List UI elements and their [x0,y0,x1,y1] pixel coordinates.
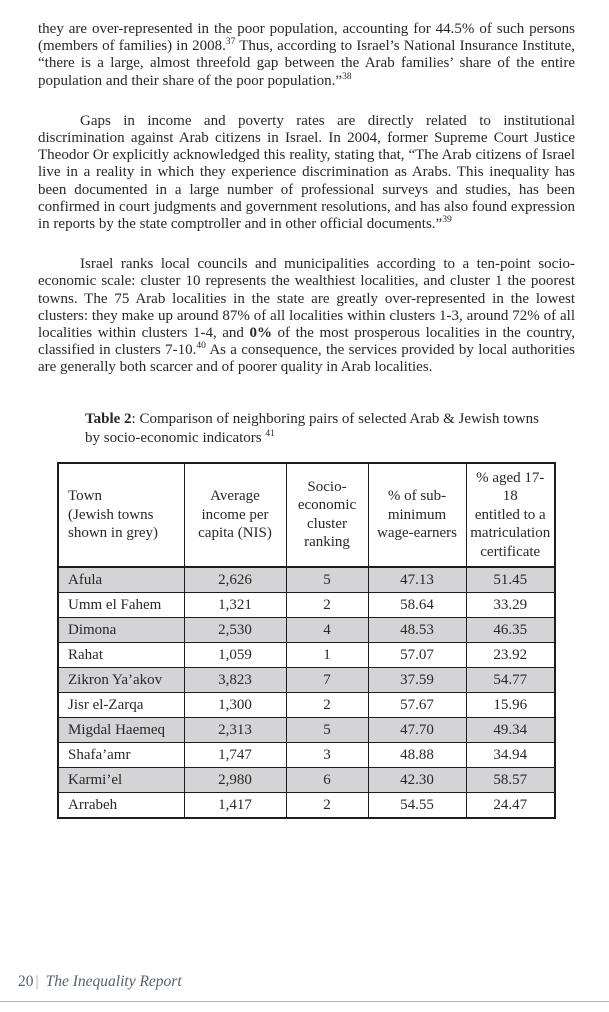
cell-town: Karmi’el [58,768,184,793]
header-average-income: Average income per capita (NIS) [184,463,286,568]
cell-matric: 51.45 [466,567,555,593]
cell-cluster: 3 [286,743,368,768]
cell-town: Jisr el-Zarqa [58,693,184,718]
text-run: Gaps in income and poverty rates are directly related to institutional discrimination against Arab citizens in Israel. In 2004, former Supreme Court Justice Theodor Or explicitly acknowledged this reality, stating that, “The Arab citizens of Israel live in a reality in which they experience discrimination as Arabs. This inequality has been documented in a large number of professional surveys and studies, has been confirmed in court judgments and government resolutions, and has also found expression in reports by the state comptroller and in other official documents.” [38,112,575,233]
cell-matric: 34.94 [466,743,555,768]
cell-income: 2,530 [184,618,286,643]
cell-matric: 58.57 [466,768,555,793]
paragraph-discrimination [38,113,575,233]
cell-town: Shafa’amr [58,743,184,768]
cell-wage: 48.53 [368,618,466,643]
table-row [58,567,555,593]
table-caption [85,410,555,449]
cell-wage: 57.07 [368,643,466,668]
cell-matric: 24.47 [466,793,555,819]
cell-cluster: 2 [286,593,368,618]
cell-cluster: 2 [286,793,368,819]
cell-income: 1,321 [184,593,286,618]
text-run: Thus, according to Israel’s National Insurance Institute, “there is a large, almost threefold gap between the Arab families’ share of the entire population and their share of the poor population.” [38,38,575,89]
footnote-ref: 37 [225,37,236,48]
cell-wage: 37.59 [368,668,466,693]
page-footer [18,973,182,991]
cell-income: 1,059 [184,643,286,668]
cell-cluster: 7 [286,668,368,693]
table-row [58,643,555,668]
cell-cluster: 6 [286,768,368,793]
text-run: of the most prosperous localities in the country, classified in clusters 7-10. [38,325,575,359]
cell-town: Migdal Haemeq [58,718,184,743]
header-subminimum-wage: % of sub- minimum wage-earners [368,463,466,568]
cell-town: Arrabeh [58,793,184,819]
cell-matric: 15.96 [466,693,555,718]
cell-wage: 42.30 [368,768,466,793]
cell-town: Umm el Fahem [58,593,184,618]
footer-separator: | [35,973,39,990]
footer-title: The Inequality Report [45,973,182,990]
header-cluster-ranking: Socio- economic cluster ranking [286,463,368,568]
bottom-rule [0,1001,609,1002]
cell-town: Rahat [58,643,184,668]
cell-matric: 23.92 [466,643,555,668]
cell-cluster: 5 [286,718,368,743]
table-body [58,567,555,818]
cell-town: Dimona [58,618,184,643]
cell-income: 2,980 [184,768,286,793]
cell-matric: 49.34 [466,718,555,743]
page-number: 20 [18,973,34,990]
text-run: Israel ranks local councils and municipalities according to a ten-point socio-economic scale: cluster 10 represents the wealthiest localities, and cluster 1 the poorest towns. The 75 Arab localities in the state are greatly over-represented in the lowest clusters: they make up around 87% of all localities within clusters 1-3, around 72% of all localities within clusters 1-4, and [38,256,575,342]
cell-income: 3,823 [184,668,286,693]
bold-text: Table 2 [85,410,132,427]
cell-income: 1,417 [184,793,286,819]
paragraph-poverty [38,21,575,90]
footnote-ref: 39 [442,215,452,226]
cell-income: 1,300 [184,693,286,718]
cell-cluster: 2 [286,693,368,718]
cell-cluster: 1 [286,643,368,668]
table-row [58,743,555,768]
table-row [58,768,555,793]
table-row [58,693,555,718]
cell-cluster: 4 [286,618,368,643]
cell-matric: 46.35 [466,618,555,643]
footnote-ref: 38 [342,71,352,82]
text-run: As a consequence, the services provided by local authorities are generally both scarcer and of poorer quality in Arab localities. [38,342,575,376]
cell-matric: 33.29 [466,593,555,618]
cell-cluster: 5 [286,567,368,593]
paragraph-clusters [38,256,575,376]
table-header [58,463,555,568]
cell-wage: 58.64 [368,593,466,618]
table-row [58,718,555,743]
cell-wage: 57.67 [368,693,466,718]
cell-income: 1,747 [184,743,286,768]
cell-wage: 47.13 [368,567,466,593]
header-matriculation: % aged 17-18 entitled to a matriculation certificate [466,463,555,568]
footnote-ref: 40 [196,341,206,352]
cell-matric: 54.77 [466,668,555,693]
table-row [58,618,555,643]
table-row [58,593,555,618]
comparison-table [57,462,556,820]
cell-income: 2,313 [184,718,286,743]
header-town: Town (Jewish towns shown in grey) [58,463,184,568]
cell-town: Zikron Ya’akov [58,668,184,693]
cell-wage: 47.70 [368,718,466,743]
table-row [58,793,555,819]
text-run: : Comparison of neighboring pairs of selected Arab & Jewish towns by socio-economic indicators [85,410,539,447]
cell-wage: 48.88 [368,743,466,768]
bold-text: 0% [249,325,272,342]
cell-wage: 54.55 [368,793,466,819]
footnote-ref: 41 [265,429,275,440]
table-row [58,668,555,693]
table-header-row [58,463,555,568]
cell-income: 2,626 [184,567,286,593]
cell-town: Afula [58,567,184,593]
text-run: they are over-represented in the poor population, accounting for 44.5% of such persons (members of families) in 2008. [38,21,575,55]
